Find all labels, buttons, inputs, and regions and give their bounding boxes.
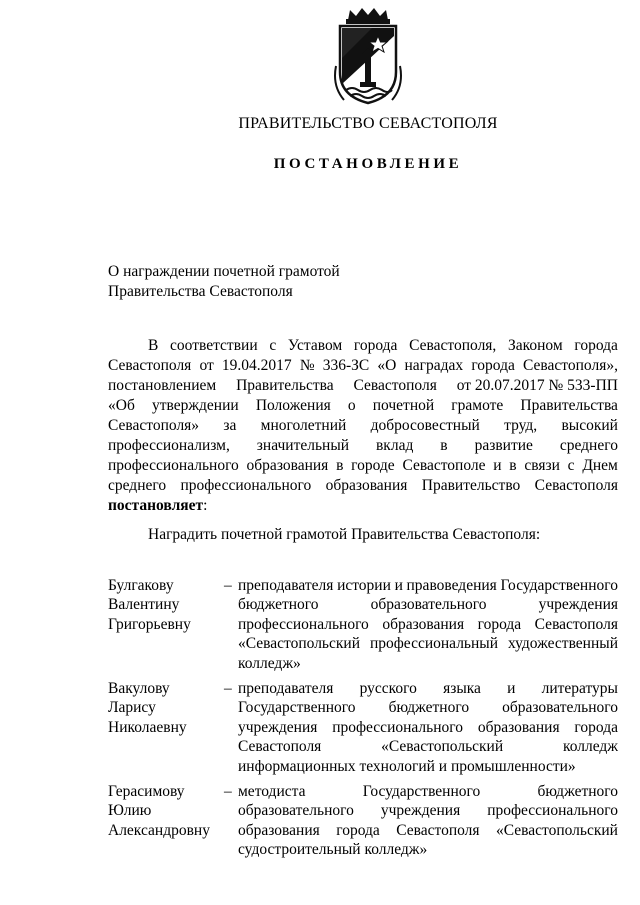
preamble-word: городе xyxy=(351,457,395,474)
preamble-word: Законом xyxy=(508,337,563,354)
preamble-word: утверждении xyxy=(151,397,239,414)
position-word: «Севастопольский xyxy=(238,635,360,653)
position-word: художественный xyxy=(507,635,618,653)
position-word: русского xyxy=(359,680,417,698)
preamble-word: Севастополя xyxy=(108,357,192,374)
awardee-name-line: Булгакову xyxy=(108,577,174,594)
preamble-word: с xyxy=(567,457,575,474)
position-word: Севастополя xyxy=(396,821,480,839)
position-word: методиста xyxy=(238,783,306,801)
awardee-position-line xyxy=(238,718,618,737)
position-word: и xyxy=(507,680,516,698)
preamble-word: образования xyxy=(325,477,408,494)
preamble-word: о xyxy=(347,397,356,414)
preamble-word: образования xyxy=(246,457,329,474)
position-word: Севастополя xyxy=(534,615,618,633)
position-word: Государственного xyxy=(238,699,356,717)
awardee-name-line: Юлию xyxy=(108,802,152,820)
position-word: образования xyxy=(238,821,320,839)
preamble-word: Севастополя» xyxy=(108,417,200,434)
resolves-keyword: постановляет xyxy=(108,497,204,514)
preamble-word: «Об xyxy=(108,397,135,414)
preamble-word: труд, xyxy=(504,417,538,434)
preamble-word: «О xyxy=(377,357,397,374)
awardee-name-line: Николаевну xyxy=(108,718,187,736)
position-word: бюджетного xyxy=(537,783,618,801)
preamble-word: от 20.07.2017 № 533-ПП xyxy=(456,377,618,394)
position-word: Государственного xyxy=(500,577,618,594)
subject-line: Правительства Севастополя xyxy=(108,283,293,300)
preamble-paragraph xyxy=(108,336,618,516)
awardee-position xyxy=(238,679,618,776)
preamble-word: Днем xyxy=(582,457,618,474)
preamble-word: Правительства xyxy=(520,397,618,414)
awardee-name xyxy=(108,679,228,737)
preamble-line xyxy=(108,476,618,496)
awardee-name-line: Валентину xyxy=(108,596,180,614)
awardee-position-line xyxy=(238,634,618,653)
preamble-word: связи xyxy=(524,457,560,474)
position-word: преподавателя xyxy=(238,577,334,594)
preamble-word: Правительство xyxy=(421,477,521,494)
position-word: бюджетного xyxy=(238,596,319,614)
preamble-word: за xyxy=(223,417,237,434)
preamble-word: № xyxy=(299,357,315,374)
decree-title: ПОСТАНОВЛЕНИЕ xyxy=(273,156,463,172)
position-word: языка xyxy=(443,680,481,698)
awardee-position-line xyxy=(238,654,618,673)
preamble-word: постановлением xyxy=(108,377,217,394)
position-word: истории xyxy=(337,577,391,594)
decree-subject xyxy=(108,262,340,302)
awardee-position-line xyxy=(238,840,618,859)
position-word: Государственного xyxy=(362,783,481,801)
preamble-line xyxy=(108,356,618,376)
preamble-word: 19.04.2017 xyxy=(221,357,292,374)
awardee-list xyxy=(108,576,618,866)
position-word: профессионального xyxy=(332,718,463,736)
preamble-word: среднего xyxy=(108,477,167,494)
position-word: информационных технологий и промышленности» xyxy=(238,757,576,775)
position-word: образовательного xyxy=(238,802,354,820)
government-name: ПРАВИТЕЛЬСТВО СЕВАСТОПОЛЯ xyxy=(238,115,498,132)
preamble-word: Положения xyxy=(255,397,331,414)
awardee-position xyxy=(238,576,618,673)
awardee-dash: – xyxy=(224,783,232,801)
awardee-name-line: Александровну xyxy=(108,821,210,839)
position-word: образования xyxy=(477,718,560,736)
preamble-word: в xyxy=(336,457,344,474)
position-word: образования xyxy=(382,615,465,633)
awardee-entry xyxy=(108,576,618,673)
preamble-word: почетной xyxy=(372,397,435,414)
subject-line: О награждении почетной грамотой xyxy=(108,263,340,280)
preamble-line xyxy=(108,396,618,416)
position-word: города xyxy=(574,718,618,736)
position-word: учреждения xyxy=(238,718,318,736)
preamble-word: профессионального xyxy=(180,477,312,494)
preamble-line xyxy=(108,456,618,476)
preamble-word: Севастополя», xyxy=(523,357,618,374)
awardee-name-line: Вакулову xyxy=(108,680,170,698)
position-word: города xyxy=(477,615,522,633)
preamble-word: среднего xyxy=(559,437,618,454)
awardee-dash: – xyxy=(224,680,232,698)
awardee-name xyxy=(108,576,228,634)
position-word: литературы xyxy=(541,680,618,698)
preamble-line xyxy=(108,436,618,456)
position-word: профессионального xyxy=(487,802,618,820)
position-word: правоведения xyxy=(406,577,497,594)
preamble-word: грамоте xyxy=(451,397,504,414)
preamble-word: города xyxy=(574,337,618,354)
position-word: учреждения xyxy=(380,802,461,820)
preamble-word: города xyxy=(471,357,515,374)
preamble-word: в xyxy=(509,457,517,474)
awardee-position-line xyxy=(238,782,618,801)
preamble-word: профессионального xyxy=(108,457,239,474)
awardee-name-line: Ларису xyxy=(108,699,156,717)
awardee-position xyxy=(238,782,618,860)
position-word: и xyxy=(394,577,403,594)
position-word: преподавателя xyxy=(238,680,334,698)
preamble-word: Правительства xyxy=(236,377,334,394)
preamble-word: в xyxy=(440,437,448,454)
preamble-line xyxy=(108,496,618,516)
preamble-line xyxy=(108,416,618,436)
awardee-name xyxy=(108,782,228,840)
preamble-word: развитие xyxy=(474,437,533,454)
preamble-word: 336-ЗС xyxy=(322,357,370,374)
preamble-word: Уставом xyxy=(287,337,343,354)
preamble-line xyxy=(108,336,618,356)
preamble-word: В xyxy=(148,337,159,354)
position-word: города xyxy=(336,821,380,839)
preamble-word: соответствии xyxy=(170,337,258,354)
position-word: профессиональный xyxy=(369,635,498,653)
preamble-word: многолетний xyxy=(260,417,347,434)
awardee-position-line xyxy=(238,737,618,756)
preamble-word: профессионализм, xyxy=(108,437,230,454)
preamble-word: и xyxy=(493,457,502,474)
preamble-word: добросовестный xyxy=(370,417,480,434)
awardee-entry xyxy=(108,679,618,776)
preamble-word: вклад xyxy=(375,437,414,454)
awardee-dash: – xyxy=(224,577,232,594)
awardee-position-line xyxy=(238,615,618,634)
preamble-word: высокий xyxy=(561,417,618,434)
position-word: Севастополя xyxy=(238,738,322,756)
position-word: учреждения xyxy=(538,596,618,614)
position-word: колледж xyxy=(562,738,618,756)
preamble-word: с xyxy=(269,337,277,354)
preamble-word: Севастополя xyxy=(353,377,437,394)
awardee-name-line: Григорьевну xyxy=(108,615,191,633)
awardee-position-line xyxy=(238,595,618,614)
position-word: судостроительный колледж» xyxy=(238,841,428,859)
preamble-word: от xyxy=(199,357,214,374)
preamble-word: города xyxy=(353,337,398,354)
position-word: профессионального xyxy=(238,615,369,633)
position-word: колледж» xyxy=(238,654,301,672)
position-word: бюджетного xyxy=(388,699,470,717)
award-intro: Наградить почетной грамотой Правительства Севастополя: xyxy=(148,526,541,543)
awardee-position-line xyxy=(238,679,618,698)
position-word: «Севастопольский xyxy=(495,821,618,839)
resolves-colon: : xyxy=(203,497,208,514)
preamble-word: Севастополя xyxy=(534,477,618,494)
position-word: образовательного xyxy=(502,699,618,717)
awardee-entry xyxy=(108,782,618,860)
awardee-position-line xyxy=(238,576,618,595)
awardee-position-line xyxy=(238,757,618,776)
awardee-position-line xyxy=(238,801,618,820)
preamble-word: значительный xyxy=(256,437,350,454)
preamble-word: наградах xyxy=(404,357,464,374)
position-word: «Севастопольский xyxy=(381,738,504,756)
awardee-position-line xyxy=(238,698,618,717)
awardee-name-line: Герасимову xyxy=(108,783,185,801)
position-word: образовательного xyxy=(370,596,487,614)
preamble-line xyxy=(108,376,618,396)
preamble-word: Севастополя, xyxy=(409,337,497,354)
awardee-position-line xyxy=(238,821,618,840)
sevastopol-coat-of-arms-emblem xyxy=(332,6,404,106)
preamble-word: Севастополе xyxy=(402,457,486,474)
